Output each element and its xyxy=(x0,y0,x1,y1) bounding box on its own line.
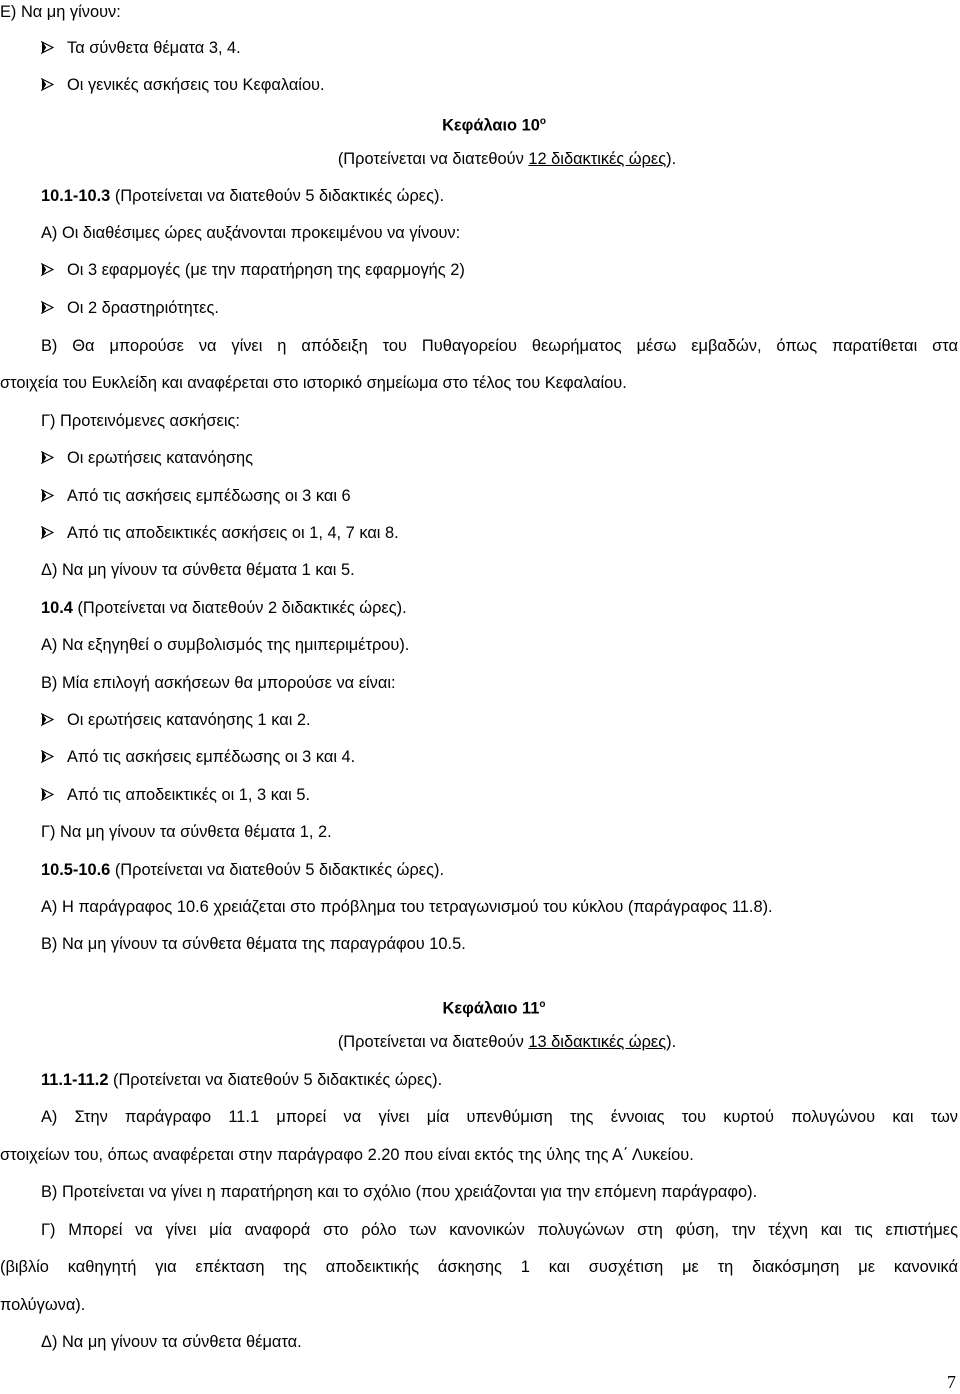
paragraph-line: Β) Θα μπορούσε να γίνει η απόδειξη του Πυθαγορείου θεωρήματος μέσω εμβαδών, όπως παρατίθεται στα xyxy=(41,337,958,355)
list-item: Από τις αποδεικτικές ασκήσεις οι 1, 4, 7 και 8. xyxy=(0,522,960,544)
arrow-bullet-icon xyxy=(41,788,54,801)
arrow-bullet-icon xyxy=(41,526,54,539)
paragraph: Β) Να μη γίνουν τα σύνθετα θέματα της παραγράφου 10.5. xyxy=(41,935,466,953)
paragraph: Β) Προτείνεται να γίνει η παρατήρηση και το σχόλιο (που χρειάζονται για την επόμενη παράγραφο). xyxy=(41,1183,758,1201)
list-item: Οι ερωτήσεις κατανόησης xyxy=(0,447,960,469)
paragraph-line: Γ) Μπορεί να γίνει μία αναφορά στο ρόλο των κανονικών πολυγώνων στη φύση, την τέχνη και τις επιστήμες xyxy=(41,1221,958,1239)
arrow-bullet-icon xyxy=(41,301,54,314)
list-item: Οι 2 δραστηριότητες. xyxy=(0,297,960,319)
list-item: Οι 3 εφαρμογές (με την παρατήρηση της εφαρμογής 2) xyxy=(0,259,960,281)
paragraph: Β) Μία επιλογή ασκήσεων θα μπορούσε να είναι: xyxy=(41,674,396,692)
arrow-bullet-icon xyxy=(41,78,54,91)
list-item: Τα σύνθετα θέματα 3, 4. xyxy=(0,37,960,59)
section-title: 10.5-10.6 (Προτείνεται να διατεθούν 5 διδακτικές ώρες). xyxy=(41,861,444,879)
paragraph-line: (βιβλίο καθηγητή για επέκταση της αποδεικτικής άσκησης 1 και συσχέτιση με τη διακόσμηση με κανονικά xyxy=(0,1258,958,1276)
chapter-heading: Κεφάλαιο $11^o$ xyxy=(442,999,546,1018)
paragraph: Γ) Προτεινόμενες ασκήσεις: xyxy=(41,412,240,430)
paragraph-line: στοιχείων του, όπως αναφέρεται στην παράγραφο 2.20 που είναι εκτός της ύλης της Α΄ Λυκείου. xyxy=(0,1146,694,1164)
paragraph-line: στοιχεία του Ευκλείδη και αναφέρεται στο ιστορικό σημείωμα στο τέλος του Κεφαλαίου. xyxy=(0,374,627,392)
arrow-bullet-icon xyxy=(41,713,54,726)
list-item: Από τις αποδεικτικές οι 1, 3 και 5. xyxy=(0,784,960,806)
paragraph: Γ) Να μη γίνουν τα σύνθετα θέματα 1, 2. xyxy=(41,823,332,841)
section-title: 10.1-10.3 (Προτείνεται να διατεθούν 5 διδακτικές ώρες). xyxy=(41,187,444,205)
paragraph: Δ) Να μη γίνουν τα σύνθετα θέματα. xyxy=(41,1333,302,1351)
paragraph: Α) Να εξηγηθεί ο συμβολισμός της ημιπεριμέτρου). xyxy=(41,636,410,654)
chapter-hours: (Προτείνεται να διατεθούν 13 διδακτικές ώρες). xyxy=(337,1033,677,1051)
paragraph-line: πολύγωνα). xyxy=(0,1296,86,1314)
arrow-bullet-icon xyxy=(41,750,54,763)
section-title: 10.4 (Προτείνεται να διατεθούν 2 διδακτικές ώρες). xyxy=(41,599,407,617)
list-item: Οι ερωτήσεις κατανόησης 1 και 2. xyxy=(0,709,960,731)
list-item: Από τις ασκήσεις εμπέδωσης οι 3 και 6 xyxy=(0,485,960,507)
paragraph-line: Α) Στην παράγραφο 11.1 μπορεί να γίνει μία υπενθύμιση της έννοιας του κυρτού πολυγώνου και των xyxy=(41,1108,958,1126)
e-intro: Ε) Να μη γίνουν: xyxy=(0,3,121,21)
arrow-bullet-icon xyxy=(41,489,54,502)
paragraph: Δ) Να μη γίνουν τα σύνθετα θέματα 1 και 5. xyxy=(41,561,355,579)
chapter-heading: Κεφάλαιο $10^o$ xyxy=(442,116,546,135)
list-item: Από τις ασκήσεις εμπέδωσης οι 3 και 4. xyxy=(0,746,960,768)
arrow-bullet-icon xyxy=(41,41,54,54)
page-number: 7 xyxy=(947,1372,956,1392)
list-item: Οι γενικές ασκήσεις του Κεφαλαίου. xyxy=(0,74,960,96)
section-title: 11.1-11.2 (Προτείνεται να διατεθούν 5 διδακτικές ώρες). xyxy=(41,1071,443,1089)
arrow-bullet-icon xyxy=(41,263,54,276)
chapter-hours: (Προτείνεται να διατεθούν 12 διδακτικές ώρες). xyxy=(337,150,677,168)
paragraph: Α) Οι διαθέσιμες ώρες αυξάνονται προκειμένου να γίνουν: xyxy=(41,224,461,242)
arrow-bullet-icon xyxy=(41,451,54,464)
paragraph: Α) Η παράγραφος 10.6 χρειάζεται στο πρόβλημα του τετραγωνισμού του κύκλου (παράγραφος 11.8). xyxy=(41,898,773,916)
